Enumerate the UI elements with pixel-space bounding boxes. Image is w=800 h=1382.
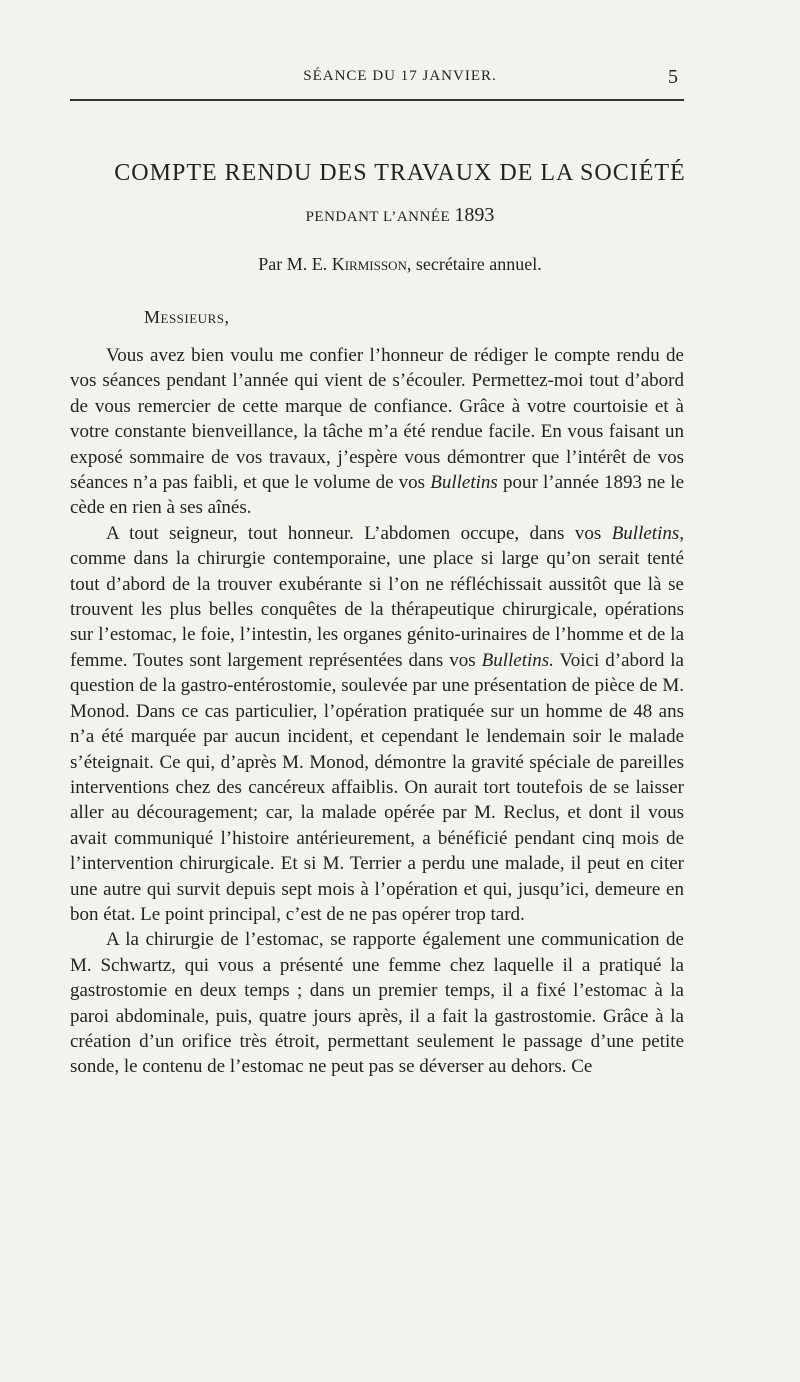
italic-title: Bulletins — [430, 472, 498, 494]
byline-author: Kirmisson, — [331, 254, 412, 274]
paragraph-text: comme dans la chirurgie contemporaine, une place si large qu’on serait tenté tout d’abord de la trouver exubérante si l’on ne réfléchissait aussitôt que là se trouvent les plus belles conquêtes de la thérapeutique chirurgicale, opérations sur l’estomac, le foie, l’intestin, les organes génito-urinaires de l’homme et de la femme. Toutes sont largement représentées dans vos — [70, 548, 684, 671]
italic-title: Bulletins, — [611, 522, 685, 544]
byline-role: secrétaire annuel. — [415, 254, 542, 274]
paragraph-text: Voici d’abord la question de la gastro-entérostomie, soulevée par une présentation de pièce de M. Monod. Dans ce cas particulier, l’opération pratiquée sur un homme de 48 ans n’a été marquée par aucun incident, et cependant le lendemain soir le malade s’éteignait. Ce qui, d’après M. Monod, démontre la gravité spéciale de pareilles interventions chez des cancéreux affaiblis. On aurait tort toutefois de se laisser aller au découragement; car, la malade opérée par M. Reclus, et dont il vous avait communiqué l’histoire antérieurement, a bénéficié pendant cinq mois de l’intervention chirurgicale. Et si M. Terrier a perdu une malade, il peut en citer une autre qui survit depuis sept mois à l’opération et qui, jusqu’ici, demeure en bon état. Le point principal, c’est de ne pas opérer trop tard. — [70, 649, 684, 925]
page-number: 5 — [668, 66, 678, 88]
subtitle-year: 1893 — [454, 204, 495, 226]
article-title: COMPTE RENDU DES TRAVAUX DE LA SOCIÉTÉ — [114, 160, 686, 186]
italic-title: Bulletins. — [481, 649, 554, 671]
paragraph-text: A la chirurgie de l’estomac, se rapporte également une communication de M. Schwartz, qui vous a présenté une femme chez laquelle il a pratiqué la gastrostomie en deux temps ; dans un premier temps, il a fixé l’estomac à la paroi abdominale, puis, quatre jours après, il a fait la gastrostomie. Grâce à la création d’un orifice très étroit, permettant seulement le passage d’une petite sonde, le contenu de l’estomac ne peut pas se déverser au dehors. Ce — [70, 929, 684, 1078]
paragraph-text: A tout seigneur, tout honneur. L’abdomen occupe, dans vos — [106, 522, 602, 544]
header-rule — [70, 99, 684, 101]
running-title: SÉANCE DU 17 JANVIER. — [303, 68, 497, 84]
running-header — [0, 66, 800, 90]
byline-prefix: Par M. E. — [258, 254, 328, 274]
paragraph — [70, 927, 684, 1079]
paragraph-text: pour l’année 1893 ne le cède en rien à ses aînés. — [70, 472, 685, 519]
article-subtitle — [0, 204, 800, 227]
byline — [0, 254, 800, 275]
salutation: Messieurs, — [144, 307, 230, 327]
paragraph-text: Vous avez bien voulu me confier l’honneur de rédiger le compte rendu de vos séances pendant l’année qui vient de s’écouler. Permettez-moi tout d’abord de vous remercier de cette marque de confiance. Grâce à votre courtoisie et à votre constante bienveillance, la tâche m’a été rendue facile. En vous faisant un exposé sommaire de vos travaux, j’espère vous démontrer que l’intérêt de vos séances n’a pas faibli, et que le volume de vos — [70, 345, 684, 494]
body-text — [70, 343, 684, 1080]
subtitle-prefix: PENDANT L’ANNÉE — [305, 209, 451, 225]
paragraph — [70, 521, 684, 928]
paragraph — [70, 343, 684, 521]
